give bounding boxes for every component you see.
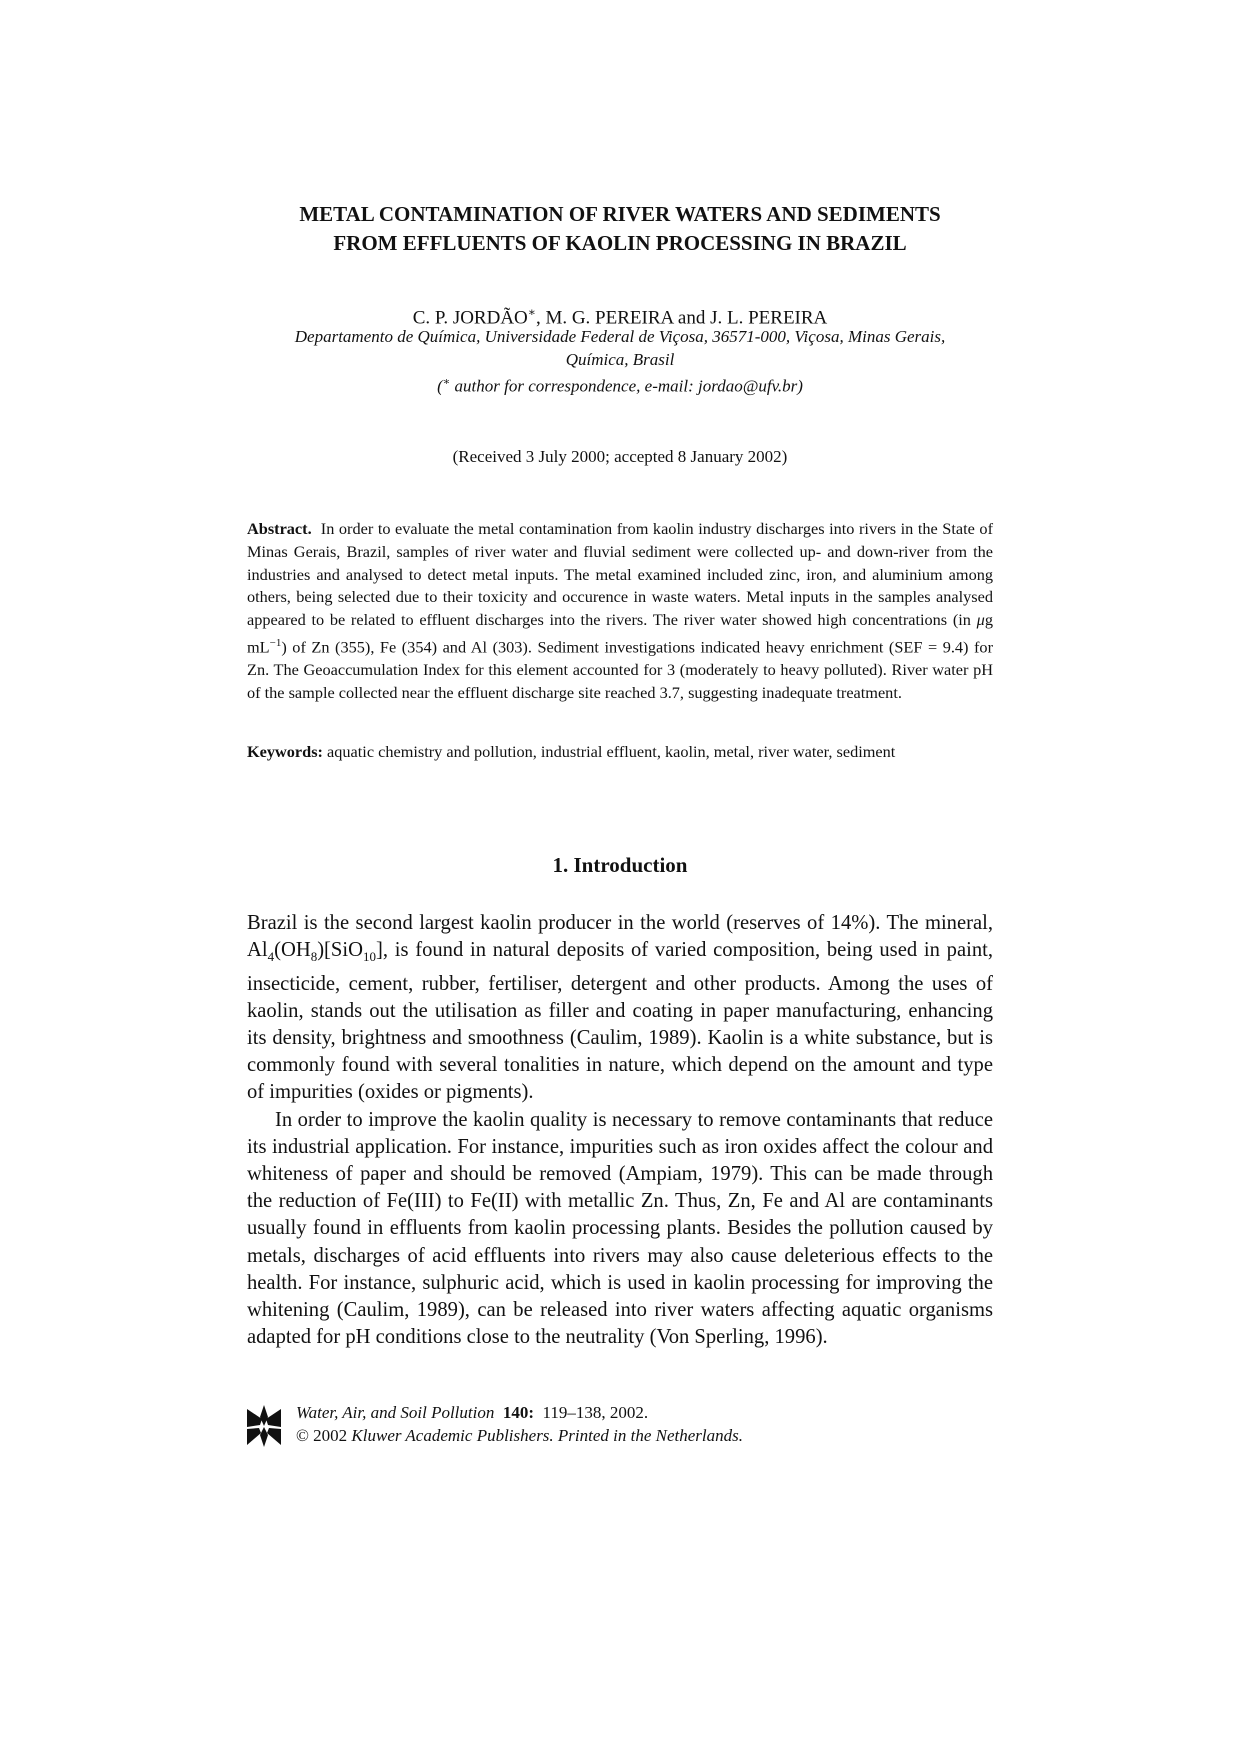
journal-volume: 140:: [502, 1403, 535, 1422]
affiliation: [247, 325, 993, 398]
introduction-paragraph-1: [247, 910, 993, 1107]
correspondence-text: author for correspondence, e-mail: jordao@ufv.br): [450, 376, 803, 396]
keywords: [247, 741, 993, 763]
footer-copyright: [296, 1424, 743, 1447]
p1-text-c: )[SiO: [317, 939, 363, 962]
abstract-unit-exponent: −1: [269, 636, 282, 649]
subscript-4: 4: [267, 949, 275, 965]
title-line-1: METAL CONTAMINATION OF RIVER WATERS AND SEDIMENTS: [299, 202, 941, 226]
p1-text-a: Brazil is the second largest kaolin producer in the world (reserves of 14%). The mineral, Al: [247, 912, 993, 962]
introduction-body: [247, 910, 993, 1351]
publisher-name: Kluwer Academic Publishers. Printed in the Netherlands.: [351, 1426, 744, 1445]
abstract-label: Abstract.: [247, 519, 312, 538]
footer-citation: [296, 1401, 743, 1424]
abstract-unit: g mL: [247, 610, 993, 657]
abstract-text-2: ) of Zn (355), Fe (354) and Al (303). Sediment investigations indicated heavy enrichment (SEF = 9.4) for Zn. The Geoaccumulation Index for this element accounted for 3 (moderately to heavy polluted). River water pH of the sample collected near the effluent discharge site reached 3.7, suggesting inadequate treatment.: [247, 637, 993, 702]
copyright-symbol-year: © 2002: [296, 1426, 348, 1445]
subscript-8: 8: [310, 949, 318, 965]
section-heading-introduction: 1. Introduction: [552, 853, 688, 877]
abstract: [247, 518, 993, 705]
affiliation-line-2: Química, Brasil: [565, 350, 675, 369]
authors-rest: , M. G. PEREIRA and J. L. PEREIRA: [535, 307, 828, 329]
abstract-unit-mu: μ: [976, 610, 985, 630]
abstract-text-1: In order to evaluate the metal contamination from kaolin industry discharges into rivers in the State of Minas Gerais, Brazil, samples of river water and fluvial sediment were collected up- and down-river from the industries and analysed to detect metal inputs. The metal examined included zinc, iron, and aluminium among others, being selected due to their toxicity and occurence in waste waters. Metal inputs in the samples analysed appeared to be related to effluent discharges into the rivers. The river water showed high concentrations (in: [247, 519, 993, 630]
title-line-2: FROM EFFLUENTS OF KAOLIN PROCESSING IN BRAZIL: [333, 231, 907, 255]
author-1-mark: ∗: [527, 305, 536, 319]
journal-name: Water, Air, and Soil Pollution: [296, 1403, 495, 1422]
footer-text: [296, 1401, 743, 1447]
correspondence-mark: ∗: [442, 376, 451, 388]
journal-pages-year: 119–138, 2002.: [542, 1403, 649, 1422]
subscript-10: 10: [362, 949, 376, 965]
received-dates: (Received 3 July 2000; accepted 8 January 2002): [452, 447, 788, 466]
keywords-text: aquatic chemistry and pollution, industrial effluent, kaolin, metal, river water, sediment: [327, 742, 896, 761]
correspondence-note: [247, 371, 993, 398]
author-1: C. P. JORDÃO: [412, 307, 528, 329]
paper-title: [247, 200, 993, 258]
kluwer-publisher-logo-icon: [247, 1405, 281, 1447]
correspondence-open: (: [437, 376, 443, 396]
p1-text-b: (OH: [274, 939, 311, 962]
affiliation-line-1: Departamento de Química, Universidade Federal de Viçosa, 36571-000, Viçosa, Minas Gerais,: [294, 327, 946, 346]
p1-text-d: ], is found in natural deposits of varied composition, being used in paint, insecticide, cement, rubber, fertiliser, detergent and other products. Among the uses of kaolin, stands out the utilisation as filler and coating in paper manufacturing, enhancing its density, brightness and smoothness (Caulim, 1989). Kaolin is a white substance, but is commonly found with several tonalities in nature, which depend on the amount and type of impurities (oxides or pigments).: [247, 939, 993, 1104]
introduction-paragraph-2: In order to improve the kaolin quality is necessary to remove contaminants that reduce its industrial application. For instance, impurities such as iron oxides affect the colour and whiteness of paper and should be removed (Ampiam, 1979). This can be made through the reduction of Fe(III) to Fe(II) with metallic Zn. Thus, Zn, Fe and Al are contaminants usually found in effluents from kaolin processing plants. Besides the pollution caused by metals, discharges of acid effluents into rivers may also cause deleterious effects to the health. For instance, sulphuric acid, which is used in kaolin processing for improving the whitening (Caulim, 1989), can be released into river waters affecting aquatic organisms adapted for pH conditions close to the neutrality (Von Sperling, 1996).: [247, 1108, 993, 1349]
keywords-label: Keywords:: [247, 742, 323, 761]
